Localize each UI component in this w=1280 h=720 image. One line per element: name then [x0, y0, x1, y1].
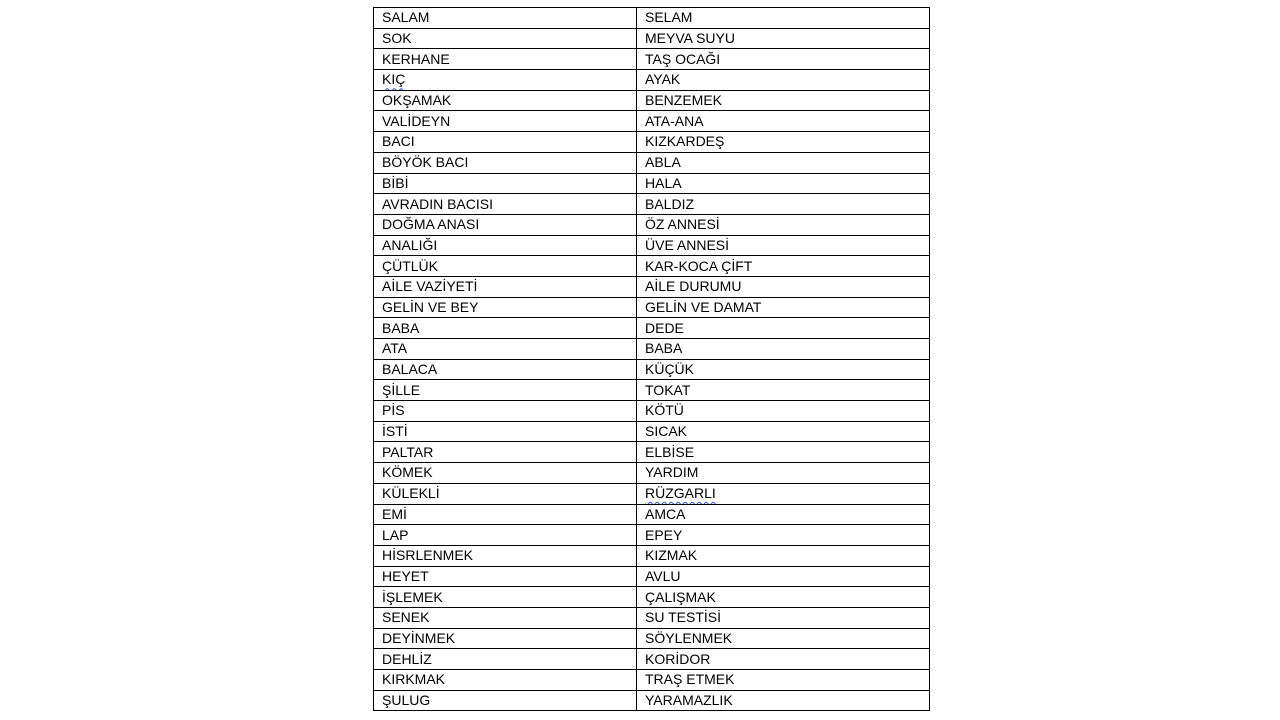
table-cell-left: [374, 297, 637, 318]
right-word: HALA: [645, 174, 682, 191]
table-cell-right: [637, 690, 930, 711]
table-row: [374, 463, 930, 484]
table-cell-left: [374, 359, 637, 380]
table-cell-left: [374, 132, 637, 153]
table-cell-left: [374, 649, 637, 670]
table-cell-right: [637, 132, 930, 153]
right-word: ELBİSE: [645, 443, 695, 460]
table-cell-left: [374, 28, 637, 49]
table-cell-right: [637, 545, 930, 566]
table-cell-left: [374, 504, 637, 525]
right-word: AİLE DURUMU: [645, 278, 742, 295]
right-word: SÖYLENMEK: [645, 629, 733, 646]
left-word: ŞİLLE: [382, 381, 421, 398]
table-row: [374, 132, 930, 153]
table-cell-right: [637, 670, 930, 691]
left-word: AVRADIN BACISI: [382, 195, 493, 212]
right-word: TOKAT: [645, 381, 691, 398]
left-word: BİBİ: [382, 174, 409, 191]
table-row: [374, 297, 930, 318]
table-row: [374, 649, 930, 670]
table-row: [374, 442, 930, 463]
table-cell-left: [374, 628, 637, 649]
right-word: EPEY: [645, 526, 683, 543]
table-cell-right: [637, 566, 930, 587]
left-word: ANALIĞI: [382, 236, 438, 253]
right-word: SELAM: [645, 9, 693, 26]
table-cell-right: [637, 28, 930, 49]
left-word: KÜLEKLİ: [382, 485, 440, 502]
right-word: ÇALIŞMAK: [645, 588, 716, 605]
table-cell-right: [637, 318, 930, 339]
table-cell-right: [637, 401, 930, 422]
table-cell-left: [374, 318, 637, 339]
table-row: [374, 339, 930, 360]
table-cell-left: [374, 194, 637, 215]
table-row: [374, 483, 930, 504]
table-cell-right: [637, 256, 930, 277]
table-row: [374, 359, 930, 380]
left-word: PALTAR: [382, 443, 434, 460]
table-cell-right: [637, 442, 930, 463]
right-word: YARDIM: [645, 464, 699, 481]
table-row: [374, 421, 930, 442]
right-word: YARAMAZLIK: [645, 692, 733, 709]
left-word: İŞLEMEK: [382, 588, 443, 605]
table-cell-left: [374, 152, 637, 173]
right-word: ÖZ ANNESİ: [645, 216, 720, 233]
word-comparison-table: [373, 7, 930, 711]
table-cell-left: [374, 380, 637, 401]
table-cell-left: [374, 235, 637, 256]
table-cell-right: [637, 194, 930, 215]
table-row: [374, 318, 930, 339]
table-cell-left: [374, 587, 637, 608]
table-row: [374, 214, 930, 235]
left-word: HEYET: [382, 567, 429, 584]
table-row: [374, 173, 930, 194]
left-word: İSTİ: [382, 423, 408, 440]
left-word: OKŞAMAK: [382, 92, 452, 109]
table-row: [374, 525, 930, 546]
table-row: [374, 545, 930, 566]
right-word: AMCA: [645, 505, 686, 522]
left-word: HİSRLENMEK: [382, 547, 474, 564]
right-word: SICAK: [645, 423, 688, 440]
left-word: SALAM: [382, 9, 430, 26]
table-cell-left: [374, 339, 637, 360]
table-cell-right: [637, 8, 930, 29]
table-cell-right: [637, 152, 930, 173]
table-cell-left: [374, 483, 637, 504]
right-word: BABA: [645, 340, 683, 357]
left-word: BÖYÖK BACI: [382, 154, 469, 171]
left-word: DEYİNMEK: [382, 629, 456, 646]
table-cell-right: [637, 90, 930, 111]
table-cell-right: [637, 276, 930, 297]
right-word: AVLU: [645, 567, 681, 584]
table-cell-right: [637, 380, 930, 401]
table-cell-left: [374, 421, 637, 442]
table-cell-right: [637, 504, 930, 525]
table-row: [374, 380, 930, 401]
table-row: [374, 504, 930, 525]
table-row: [374, 70, 930, 91]
table-cell-left: [374, 463, 637, 484]
right-word: TAŞ OCAĞI: [645, 50, 721, 67]
table-cell-right: [637, 111, 930, 132]
table-cell-right: [637, 70, 930, 91]
table-cell-right: [637, 49, 930, 70]
table-cell-right: [637, 214, 930, 235]
table-cell-right: [637, 359, 930, 380]
right-word: KÖTÜ: [645, 402, 684, 419]
table-cell-right: [637, 173, 930, 194]
table-row: [374, 90, 930, 111]
table-row: [374, 587, 930, 608]
table-cell-right: [637, 235, 930, 256]
right-word: RÜZGARLI: [645, 485, 716, 502]
left-word: AİLE VAZİYETİ: [382, 278, 478, 295]
left-word: GELİN VE BEY: [382, 298, 479, 315]
table-cell-left: [374, 111, 637, 132]
left-word: VALİDEYN: [382, 112, 451, 129]
table-cell-left: [374, 49, 637, 70]
right-word: BENZEMEK: [645, 92, 723, 109]
table-cell-left: [374, 545, 637, 566]
right-word: KAR-KOCA ÇİFT: [645, 257, 753, 274]
left-word: LAP: [382, 526, 409, 543]
table-cell-left: [374, 566, 637, 587]
right-word: ÜVE ANNESİ: [645, 236, 730, 253]
table-row: [374, 401, 930, 422]
right-word: AYAK: [645, 71, 681, 88]
table-cell-left: [374, 70, 637, 91]
left-word: DOĞMA ANASI: [382, 216, 480, 233]
left-word: KIRKMAK: [382, 671, 446, 688]
table-row: [374, 28, 930, 49]
table-cell-right: [637, 421, 930, 442]
table-cell-left: [374, 607, 637, 628]
table-row: [374, 607, 930, 628]
table-row: [374, 566, 930, 587]
table-row: [374, 49, 930, 70]
right-word: TRAŞ ETMEK: [645, 671, 735, 688]
table-cell-left: [374, 214, 637, 235]
left-word: SOK: [382, 30, 412, 47]
table-cell-right: [637, 483, 930, 504]
table-cell-left: [374, 276, 637, 297]
left-word: BALACA: [382, 361, 438, 378]
table-row: [374, 111, 930, 132]
table-row: [374, 194, 930, 215]
left-word: ATA: [382, 340, 408, 357]
right-word: BALDIZ: [645, 195, 695, 212]
right-word: GELİN VE DAMAT: [645, 298, 762, 315]
left-word: ÇÜTLÜK: [382, 257, 439, 274]
table-row: [374, 276, 930, 297]
table-cell-right: [637, 628, 930, 649]
left-word: SENEK: [382, 609, 430, 626]
table-row: [374, 8, 930, 29]
table-cell-right: [637, 463, 930, 484]
table-cell-left: [374, 90, 637, 111]
left-word: KIÇ: [382, 71, 406, 88]
right-word: ATA-ANA: [645, 112, 704, 129]
table-cell-left: [374, 690, 637, 711]
left-word: EMİ: [382, 505, 407, 522]
left-word: BABA: [382, 319, 420, 336]
right-word: KIZKARDEŞ: [645, 133, 725, 150]
table-cell-left: [374, 256, 637, 277]
table-row: [374, 152, 930, 173]
right-word: KORİDOR: [645, 650, 711, 667]
table-cell-left: [374, 670, 637, 691]
table-cell-right: [637, 297, 930, 318]
table-cell-left: [374, 442, 637, 463]
right-word: SU TESTİSİ: [645, 609, 721, 626]
table-row: [374, 256, 930, 277]
left-word: BACI: [382, 133, 415, 150]
left-word: KÖMEK: [382, 464, 433, 481]
table-body: [374, 8, 930, 711]
table-cell-left: [374, 173, 637, 194]
table-cell-right: [637, 587, 930, 608]
table-row: [374, 690, 930, 711]
table-row: [374, 670, 930, 691]
left-word: KERHANE: [382, 50, 450, 67]
left-word: PİS: [382, 402, 405, 419]
table-row: [374, 628, 930, 649]
table-cell-right: [637, 525, 930, 546]
right-word: MEYVA SUYU: [645, 30, 735, 47]
table-cell-right: [637, 339, 930, 360]
left-word: DEHLİZ: [382, 650, 432, 667]
table-cell-left: [374, 401, 637, 422]
table-cell-left: [374, 525, 637, 546]
left-word: ŞULUG: [382, 692, 431, 709]
table-cell-left: [374, 8, 637, 29]
right-word: ABLA: [645, 154, 681, 171]
right-word: KIZMAK: [645, 547, 698, 564]
right-word: KÜÇÜK: [645, 361, 695, 378]
table-cell-right: [637, 649, 930, 670]
table-row: [374, 235, 930, 256]
right-word: DEDE: [645, 319, 684, 336]
table-cell-right: [637, 607, 930, 628]
